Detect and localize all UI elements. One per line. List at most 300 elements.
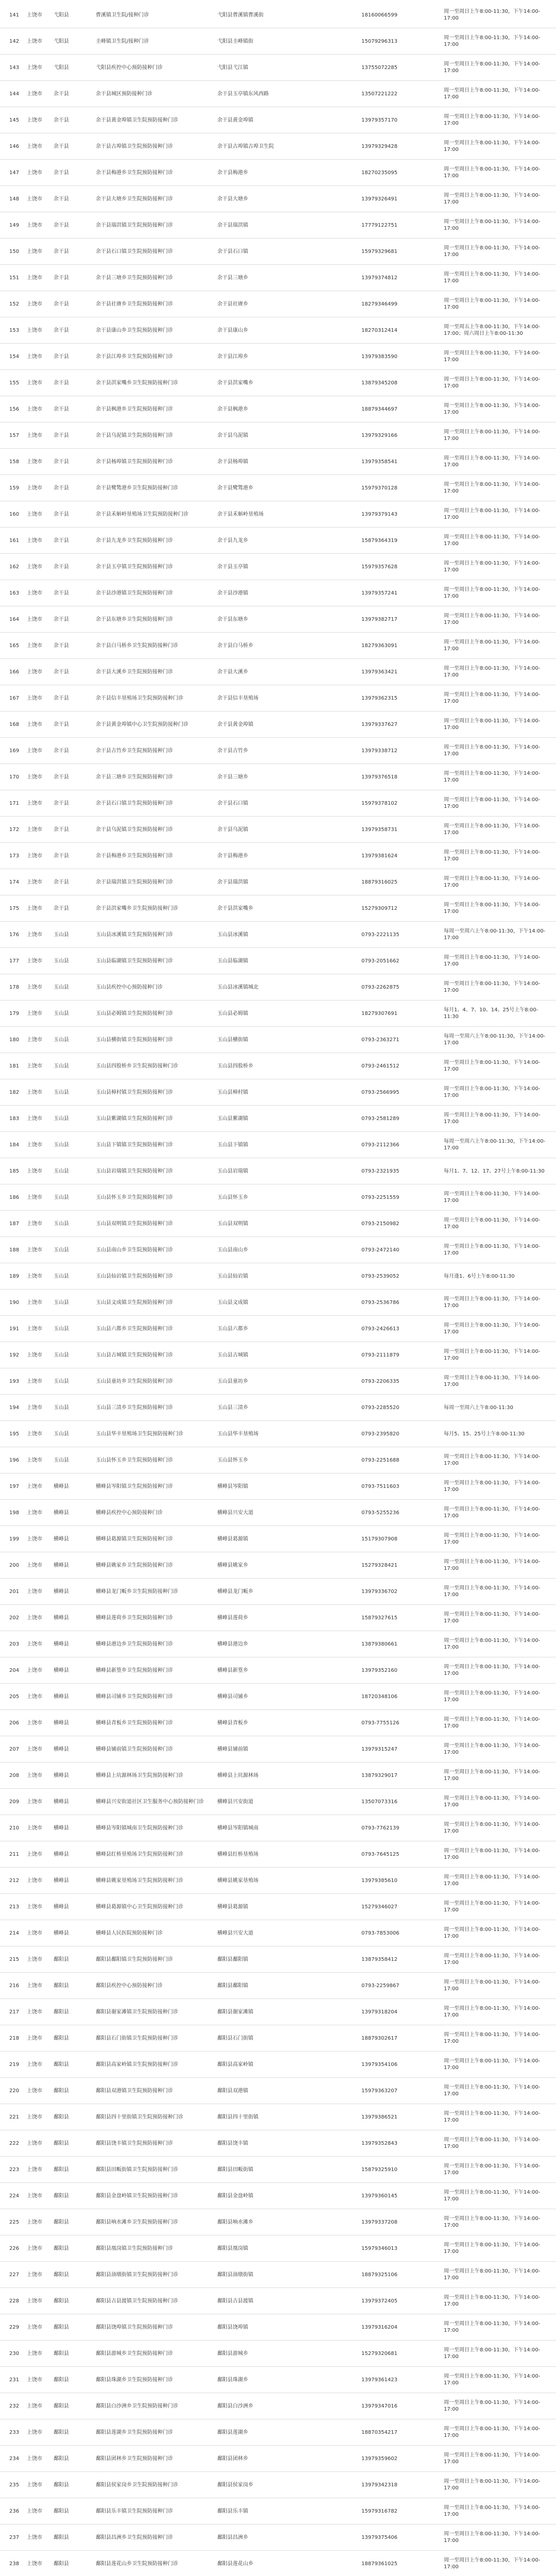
cell-county: 余干县 — [54, 327, 69, 333]
cell-address: 鄱阳县凰岗镇 — [217, 2245, 248, 2251]
cell-address: 余干县玉亭镇 — [217, 564, 248, 570]
cell-hours: 周一至周日上午8:00-11:30，下午14:00-17:00 — [444, 666, 541, 678]
cell-county: 玉山县 — [54, 1168, 69, 1174]
table-row — [0, 843, 556, 869]
cell-city: 上饶市 — [27, 905, 42, 911]
cell-no: 150 — [9, 248, 20, 255]
table-row — [0, 2078, 556, 2104]
cell-no: 218 — [9, 2035, 20, 2041]
cell-county: 鄱阳县 — [54, 2455, 69, 2462]
table-row — [0, 291, 556, 317]
cell-county: 玉山县 — [54, 1221, 69, 1227]
cell-site-name: 横峰县疾控中心预防接种门诊 — [96, 1510, 163, 1516]
cell-site-name: 鄱阳县疾控中心预防接种门诊 — [96, 1982, 163, 1989]
cell-hours: 周一至周日上午8:00-11:30，下午14:00-17:00 — [444, 2242, 541, 2255]
cell-address: 余干县康山乡 — [217, 327, 248, 333]
cell-site-name: 鄱阳县乐丰镇卫生院预防接种门诊 — [96, 2508, 173, 2514]
cell-county: 余干县 — [54, 695, 69, 701]
cell-site-name: 余干县城区预防接种门诊 — [96, 91, 152, 97]
cell-address: 玉山县双明镇 — [217, 1221, 248, 1227]
cell-no: 192 — [9, 1352, 20, 1358]
table-row — [0, 2052, 556, 2078]
cell-hours: 周一至周日上午8:00-11:30，下午14:00-17:00 — [444, 2347, 541, 2360]
cell-county: 余干县 — [54, 275, 69, 281]
cell-address: 横峰县兴安大道 — [217, 1510, 253, 1516]
table-row — [0, 1421, 556, 1447]
cell-no: 154 — [9, 353, 20, 360]
cell-site-name: 鄱阳县油墩街镇卫生院预防接种门诊 — [96, 2272, 178, 2278]
cell-city: 上饶市 — [27, 1562, 42, 1568]
cell-site-name: 鄱阳县石门街镇卫生院预防接种门诊 — [96, 2035, 178, 2041]
cell-city: 上饶市 — [27, 1588, 42, 1595]
cell-county: 弋阳县 — [54, 64, 69, 71]
cell-phone: 15979346013 — [361, 2245, 397, 2251]
cell-no: 193 — [9, 1378, 20, 1384]
cell-site-name: 余干县沙港镇卫生院预防接种门诊 — [96, 590, 173, 596]
cell-city: 上饶市 — [27, 2298, 42, 2304]
cell-hours: 周一至周日上午8:00-11:30，下午14:00-17:00 — [444, 850, 541, 862]
cell-phone: 13979342318 — [361, 2482, 397, 2488]
cell-address: 鄱阳县双港镇 — [217, 2088, 248, 2094]
cell-city: 上饶市 — [27, 143, 42, 149]
cell-hours: 周一至周日上午8:00-11:30，下午14:00-17:00 — [444, 35, 541, 47]
cell-county: 余干县 — [54, 353, 69, 360]
cell-no: 230 — [9, 2350, 20, 2357]
cell-hours: 周一至周日上午8:00-11:30，下午14:00-17:00 — [444, 403, 541, 415]
table-row — [0, 1001, 556, 1027]
table-row — [0, 81, 556, 107]
cell-county: 余干县 — [54, 642, 69, 649]
cell-no: 184 — [9, 1142, 20, 1148]
cell-city: 上饶市 — [27, 616, 42, 622]
cell-phone: 13979383590 — [361, 353, 397, 360]
cell-address: 玉山县冰溪镇 — [217, 931, 248, 938]
cell-hours: 周一至周日上午8:00-11:30，下午14:00-17:00 — [444, 2032, 541, 2044]
cell-phone: 13979357170 — [361, 117, 397, 123]
cell-city: 上饶市 — [27, 511, 42, 517]
cell-site-name: 余干县大塘乡卫生院预防接种门诊 — [96, 196, 173, 202]
cell-county: 玉山县 — [54, 1247, 69, 1253]
cell-address: 鄱阳县珠湖乡 — [217, 2377, 248, 2383]
cell-phone: 0793-2395820 — [361, 1431, 399, 1437]
cell-county: 玉山县 — [54, 1457, 69, 1463]
table-row — [0, 1237, 556, 1263]
cell-address: 弋阳县弋江镇 — [217, 64, 248, 71]
cell-phone: 15279309712 — [361, 905, 397, 911]
cell-city: 上饶市 — [27, 1877, 42, 1884]
cell-phone: 18279307691 — [361, 1010, 397, 1016]
cell-city: 上饶市 — [27, 2193, 42, 2199]
table-row — [0, 2446, 556, 2472]
table-row — [0, 133, 556, 160]
cell-hours: 每月1、7、12、17、27号上午8:00-11:30 — [444, 1168, 545, 1174]
table-row — [0, 554, 556, 580]
table-row — [0, 2524, 556, 2551]
cell-city: 上饶市 — [27, 1982, 42, 1989]
cell-hours: 周一至周日上午8:00-11:30，下午14:00-17:00 — [444, 166, 541, 179]
cell-no: 170 — [9, 774, 20, 780]
table-row — [0, 1946, 556, 1973]
cell-no: 187 — [9, 1221, 20, 1227]
cell-no: 200 — [9, 1562, 20, 1568]
cell-phone: 15979316782 — [361, 2508, 397, 2514]
cell-county: 余干县 — [54, 537, 69, 544]
cell-no: 228 — [9, 2298, 20, 2304]
cell-phone: 13979363421 — [361, 669, 397, 675]
cell-address: 鄱阳县石门街镇 — [217, 2035, 253, 2041]
cell-hours: 周一至周日上午8:00-11:30，下午14:00-17:00 — [444, 2505, 541, 2517]
cell-city: 上饶市 — [27, 248, 42, 255]
cell-city: 上饶市 — [27, 2403, 42, 2409]
cell-city: 上饶市 — [27, 1063, 42, 1069]
cell-site-name: 余干县九龙乡卫生院预防接种门诊 — [96, 537, 173, 544]
cell-county: 鄱阳县 — [54, 2508, 69, 2514]
cell-city: 上饶市 — [27, 1641, 42, 1647]
table-row — [0, 1579, 556, 1605]
cell-hours: 周一至周日上午8:00-11:30，下午14:00-17:00 — [444, 1112, 541, 1125]
cell-hours: 周一至周日上午8:00-11:30，下午14:00-17:00 — [444, 2163, 541, 2176]
cell-address: 横峰县姚家垦殖场 — [217, 1877, 258, 1884]
cell-county: 玉山县 — [54, 1010, 69, 1016]
cell-city: 上饶市 — [27, 1457, 42, 1463]
cell-address: 余干县乌泥镇 — [217, 432, 248, 438]
cell-county: 鄱阳县 — [54, 2114, 69, 2120]
cell-site-name: 横峰县岑阳镇城南卫生院预防接种门诊 — [96, 1825, 183, 1831]
cell-phone: 0793-2536786 — [361, 1299, 399, 1306]
cell-phone: 13979337208 — [361, 2219, 397, 2225]
cell-no: 161 — [9, 537, 20, 544]
cell-address: 玉山县怀玉乡 — [217, 1457, 248, 1463]
table-row — [0, 2104, 556, 2130]
cell-address: 余干县瑞洪镇 — [217, 222, 248, 228]
cell-hours: 周一至周日上午8:00-11:30，下午14:00-17:00 — [444, 245, 541, 258]
cell-site-name: 余干县梅港乡卫生院预防接种门诊 — [96, 853, 173, 859]
cell-site-name: 余干县洪家嘴乡卫生院预防接种门诊 — [96, 380, 178, 386]
cell-city: 上饶市 — [27, 1746, 42, 1752]
cell-county: 余干县 — [54, 879, 69, 885]
cell-hours: 周一至周日上午8:00-11:30，下午14:00-17:00 — [444, 1296, 541, 1309]
cell-no: 233 — [9, 2429, 20, 2435]
cell-county: 玉山县 — [54, 1142, 69, 1148]
cell-phone: 13879380661 — [361, 1641, 397, 1647]
cell-address: 鄱阳县侯家岗乡 — [217, 2482, 253, 2488]
cell-phone: 13979361423 — [361, 2377, 397, 2383]
table-row — [0, 2130, 556, 2157]
cell-city: 上饶市 — [27, 2324, 42, 2330]
cell-phone: 13979329166 — [361, 432, 397, 438]
cell-county: 玉山县 — [54, 984, 69, 990]
table-row — [0, 396, 556, 422]
table-row — [0, 2, 556, 28]
cell-county: 余干县 — [54, 485, 69, 491]
cell-address: 余干县石口镇 — [217, 800, 248, 806]
cell-city: 上饶市 — [27, 1483, 42, 1489]
cell-city: 上饶市 — [27, 2009, 42, 2015]
cell-hours: 周一至周日上午8:00-11:30，下午14:00-17:00 — [444, 534, 541, 547]
cell-address: 余干县古埠镇古埠卫生院 — [217, 143, 274, 149]
cell-county: 余干县 — [54, 248, 69, 255]
cell-city: 上饶市 — [27, 1904, 42, 1910]
cell-address: 玉山县文成镇 — [217, 1299, 248, 1306]
cell-hours: 每周一至周六上午8:00-11:30，下午14:00-17:00 — [444, 1139, 546, 1151]
cell-hours: 周一至周日上午8:00-11:30，下午14:00-17:00 — [444, 1953, 541, 1965]
cell-city: 上饶市 — [27, 485, 42, 491]
cell-county: 玉山县 — [54, 1299, 69, 1306]
table-row — [0, 1710, 556, 1736]
cell-hours: 周一至周日上午8:00-11:30，下午14:00-17:00 — [444, 1559, 541, 1571]
cell-phone: 13979337627 — [361, 721, 397, 727]
cell-county: 玉山县 — [54, 1089, 69, 1095]
cell-county: 余干县 — [54, 432, 69, 438]
table-row — [0, 1973, 556, 1999]
table-row — [0, 685, 556, 711]
cell-city: 上饶市 — [27, 2429, 42, 2435]
cell-no: 237 — [9, 2534, 20, 2540]
cell-address: 玉山县六都乡 — [217, 1326, 248, 1332]
cell-hours: 每月逢1、6号上午8:00-11:30 — [444, 1273, 515, 1279]
cell-county: 余干县 — [54, 406, 69, 412]
cell-hours: 周一至周日上午8:00-11:30，下午14:00-17:00 — [444, 2426, 541, 2438]
cell-site-name: 余干县三塘乡卫生院预防接种门诊 — [96, 275, 173, 281]
cell-site-name: 玉山县华丰垦殖场卫生院预防接种门诊 — [96, 1431, 183, 1437]
cell-phone: 0793-2150982 — [361, 1221, 399, 1227]
table-row — [0, 1079, 556, 1106]
cell-site-name: 鄱阳县莲湖乡卫生院预防接种门诊 — [96, 2429, 173, 2435]
cell-phone: 13979352843 — [361, 2140, 397, 2146]
cell-hours: 周一至周日上午8:00-11:30，下午14:00-17:00 — [444, 508, 541, 520]
cell-hours: 周一至周日上午8:00-11:30，下午14:00-17:00 — [444, 2531, 541, 2544]
cell-county: 玉山县 — [54, 1037, 69, 1043]
cell-no: 147 — [9, 170, 20, 176]
table-row — [0, 1263, 556, 1290]
cell-phone: 13979375406 — [361, 2534, 397, 2540]
table-row — [0, 55, 556, 81]
cell-county: 鄱阳县 — [54, 2429, 69, 2435]
table-row — [0, 2262, 556, 2288]
cell-city: 上饶市 — [27, 853, 42, 859]
cell-phone: 18879302617 — [361, 2035, 397, 2041]
cell-phone: 18160066599 — [361, 12, 397, 18]
cell-no: 177 — [9, 958, 20, 964]
cell-phone: 13979382717 — [361, 616, 397, 622]
cell-city: 上饶市 — [27, 1194, 42, 1200]
cell-hours: 每月1、4、7、10、14、25号上午8:00-11:30 — [444, 1007, 538, 1020]
cell-phone: 0793-2259867 — [361, 1982, 399, 1989]
cell-phone: 0793-2206335 — [361, 1378, 399, 1384]
cell-site-name: 余干县石口镇卫生院预防接种门诊 — [96, 248, 173, 255]
cell-phone: 0793-2566995 — [361, 1089, 399, 1095]
cell-site-name: 横峰县港边乡卫生院预防接种门诊 — [96, 1641, 173, 1647]
cell-city: 上饶市 — [27, 301, 42, 307]
cell-hours: 周一至周日上午8:00-11:30，下午14:00-17:00 — [444, 561, 541, 573]
cell-site-name: 玉山县文成镇卫生院预防接种门诊 — [96, 1299, 173, 1306]
cell-address: 余干县三塘乡 — [217, 275, 248, 281]
cell-address: 余干县石口镇 — [217, 248, 248, 255]
cell-no: 209 — [9, 1799, 20, 1805]
cell-no: 189 — [9, 1273, 20, 1279]
cell-no: 211 — [9, 1851, 20, 1857]
cell-city: 上饶市 — [27, 1037, 42, 1043]
cell-city: 上饶市 — [27, 1851, 42, 1857]
cell-site-name: 余干县黄金埠镇卫生院预防接种门诊 — [96, 117, 178, 123]
cell-site-name: 玉山县童坊乡卫生院预防接种门诊 — [96, 1378, 173, 1384]
cell-county: 玉山县 — [54, 1326, 69, 1332]
cell-county: 鄱阳县 — [54, 2193, 69, 2199]
cell-city: 上饶市 — [27, 879, 42, 885]
cell-address: 玉山县古城镇 — [217, 1352, 248, 1358]
cell-no: 151 — [9, 275, 20, 281]
cell-site-name: 余干县三塘乡卫生院预防接种门诊 — [96, 774, 173, 780]
cell-phone: 13979315247 — [361, 1746, 397, 1752]
cell-hours: 周一至周日上午8:00-11:30，下午14:00-17:00 — [444, 1533, 541, 1545]
cell-city: 上饶市 — [27, 958, 42, 964]
cell-no: 202 — [9, 1615, 20, 1621]
table-row — [0, 2341, 556, 2367]
cell-phone: 13979352160 — [361, 1667, 397, 1673]
cell-county: 余干县 — [54, 774, 69, 780]
cell-phone: 13507221222 — [361, 91, 397, 97]
table-row — [0, 1447, 556, 1473]
cell-hours: 周一至周日上午8:00-11:30，下午14:00-17:00 — [444, 1874, 541, 1887]
cell-phone: 18279346499 — [361, 301, 397, 307]
cell-no: 236 — [9, 2508, 20, 2514]
cell-city: 上饶市 — [27, 1010, 42, 1016]
cell-hours: 周一至周日上午8:00-11:30，下午14:00-17:00 — [444, 1612, 541, 1624]
cell-site-name: 鄱阳县高家岭镇卫生院预防接种门诊 — [96, 2061, 178, 2067]
cell-city: 上饶市 — [27, 1404, 42, 1411]
cell-no: 167 — [9, 695, 20, 701]
cell-city: 上饶市 — [27, 2534, 42, 2540]
cell-site-name: 横峰县葛源镇卫生院预防接种门诊 — [96, 1536, 173, 1542]
table-row — [0, 606, 556, 633]
table-row — [0, 764, 556, 790]
cell-phone: 13979362315 — [361, 695, 397, 701]
cell-city: 上饶市 — [27, 91, 42, 97]
cell-hours: 周一至周日上午8:00-11:30，下午14:00-17:00 — [444, 1848, 541, 1860]
cell-hours: 周一至周日上午8:00-11:30，下午14:00-17:00 — [444, 1375, 541, 1387]
cell-phone: 15179307908 — [361, 1536, 397, 1542]
cell-site-name: 余干县枫港乡卫生院预防接种门诊 — [96, 406, 173, 412]
cell-phone: 15879325910 — [361, 2166, 397, 2173]
cell-phone: 0793-2251559 — [361, 1194, 399, 1200]
cell-address: 余干县梅港乡 — [217, 853, 248, 859]
table-row — [0, 633, 556, 659]
cell-city: 上饶市 — [27, 2245, 42, 2251]
cell-county: 鄱阳县 — [54, 2377, 69, 2383]
cell-no: 208 — [9, 1772, 20, 1778]
cell-city: 上饶市 — [27, 2508, 42, 2514]
cell-site-name: 鄱阳县四十里街镇卫生院预防接种门诊 — [96, 2114, 183, 2120]
cell-address: 玉山县樟村镇 — [217, 1089, 248, 1095]
cell-phone: 0793-2221135 — [361, 931, 399, 938]
cell-county: 玉山县 — [54, 1194, 69, 1200]
cell-phone: 18870354217 — [361, 2429, 397, 2435]
table-row — [0, 1841, 556, 1868]
cell-phone: 15279320681 — [361, 2350, 397, 2357]
cell-site-name: 鄱阳县饶丰镇卫生院预防接种门诊 — [96, 2140, 173, 2146]
cell-no: 180 — [9, 1037, 20, 1043]
cell-hours: 周一至周日上午8:00-11:30，下午14:00-17:00 — [444, 2321, 541, 2333]
cell-no: 220 — [9, 2088, 20, 2094]
table-row — [0, 2367, 556, 2393]
cell-hours: 周一至周日上午8:00-11:30，下午14:00-17:00 — [444, 2268, 541, 2281]
cell-county: 鄱阳县 — [54, 2324, 69, 2330]
cell-phone: 0793-2539052 — [361, 1273, 399, 1279]
cell-county: 余干县 — [54, 590, 69, 596]
cell-city: 上饶市 — [27, 1615, 42, 1621]
cell-county: 横峰县 — [54, 1799, 69, 1805]
table-row — [0, 1815, 556, 1841]
cell-county: 鄱阳县 — [54, 2219, 69, 2225]
cell-site-name: 余干县禾斛岭垦殖场卫生院预防接种门诊 — [96, 511, 188, 517]
cell-no: 195 — [9, 1431, 20, 1437]
cell-phone: 0793-2051662 — [361, 958, 399, 964]
cell-phone: 0793-2472140 — [361, 1247, 399, 1253]
cell-site-name: 余干县鹭鸶港乡卫生院预防接种门诊 — [96, 485, 178, 491]
cell-hours: 周一至周日上午8:00-11:30，下午14:00-17:00 — [444, 1585, 541, 1598]
cell-hours: 每月5、15、25号上午8:00-11:30 — [444, 1431, 525, 1437]
cell-address: 玉山县南山乡 — [217, 1247, 248, 1253]
cell-county: 横峰县 — [54, 1510, 69, 1516]
cell-address: 余干县乌泥镇 — [217, 826, 248, 833]
cell-site-name: 横峰县葛源镇中心卫生院预防接种门诊 — [96, 1904, 183, 1910]
cell-site-name: 玉山县怀玉乡卫生院预防接种门诊 — [96, 1457, 173, 1463]
cell-county: 横峰县 — [54, 1588, 69, 1595]
cell-hours: 周一至周日上午8:00-11:30，下午14:00-17:00 — [444, 2084, 541, 2097]
cell-address: 横峰县姚家乡 — [217, 1562, 248, 1568]
cell-county: 弋阳县 — [54, 12, 69, 18]
cell-hours: 周一至周日上午8:00-11:30，下午14:00-17:00 — [444, 2137, 541, 2149]
cell-phone: 13979354106 — [361, 2061, 397, 2067]
cell-address: 横峰县葛源镇 — [217, 1904, 248, 1910]
cell-no: 210 — [9, 1825, 20, 1831]
cell-address: 鄱阳县莲湖乡 — [217, 2429, 248, 2435]
cell-phone: 13879329017 — [361, 1772, 397, 1778]
cell-phone: 13979360145 — [361, 2193, 397, 2199]
cell-phone: 18879361025 — [361, 2561, 397, 2567]
cell-city: 上饶市 — [27, 1115, 42, 1122]
cell-hours: 每周一至周六上午8:00-11:30，下午14:00-17:00 — [444, 1033, 546, 1046]
cell-phone: 18270312414 — [361, 327, 397, 333]
cell-hours: 周一至周日上午8:00-11:30，下午14:00-17:00 — [444, 2557, 541, 2570]
cell-city: 上饶市 — [27, 2219, 42, 2225]
cell-address: 横峰县葛源镇 — [217, 1536, 248, 1542]
cell-city: 上饶市 — [27, 2166, 42, 2173]
cell-hours: 周一至周日上午8:00-11:30，下午14:00-17:00 — [444, 823, 541, 836]
cell-phone: 13979336702 — [361, 1588, 397, 1595]
cell-county: 鄱阳县 — [54, 2035, 69, 2041]
cell-address: 玉山县岩瑞镇 — [217, 1168, 248, 1174]
cell-hours: 周一至周日上午8:00-11:30，下午14:00-17:00 — [444, 1901, 541, 1913]
table-row — [0, 1158, 556, 1184]
cell-site-name: 鄱阳县莲花山乡卫生院预防接种门诊 — [96, 2561, 178, 2567]
cell-phone: 15879327615 — [361, 1615, 397, 1621]
cell-city: 上饶市 — [27, 1089, 42, 1095]
cell-hours: 周一至周日上午8:00-11:30，下午14:00-17:00 — [444, 193, 541, 205]
cell-address: 鄱阳县饶埠镇 — [217, 2324, 248, 2330]
cell-county: 余干县 — [54, 91, 69, 97]
cell-no: 188 — [9, 1247, 20, 1253]
cell-address: 弋阳县曹溪镇曹溪街 — [217, 12, 264, 18]
table-row — [0, 501, 556, 528]
cell-site-name: 鄱阳县珠湖乡卫生院预防接种门诊 — [96, 2377, 173, 2383]
cell-no: 166 — [9, 669, 20, 675]
cell-phone: 0793-2111879 — [361, 1352, 399, 1358]
cell-county: 玉山县 — [54, 1431, 69, 1437]
cell-hours: 周一至周日上午8:00-11:30，下午14:00-17:00 — [444, 2374, 541, 2386]
cell-county: 余干县 — [54, 721, 69, 727]
cell-county: 横峰县 — [54, 1825, 69, 1831]
